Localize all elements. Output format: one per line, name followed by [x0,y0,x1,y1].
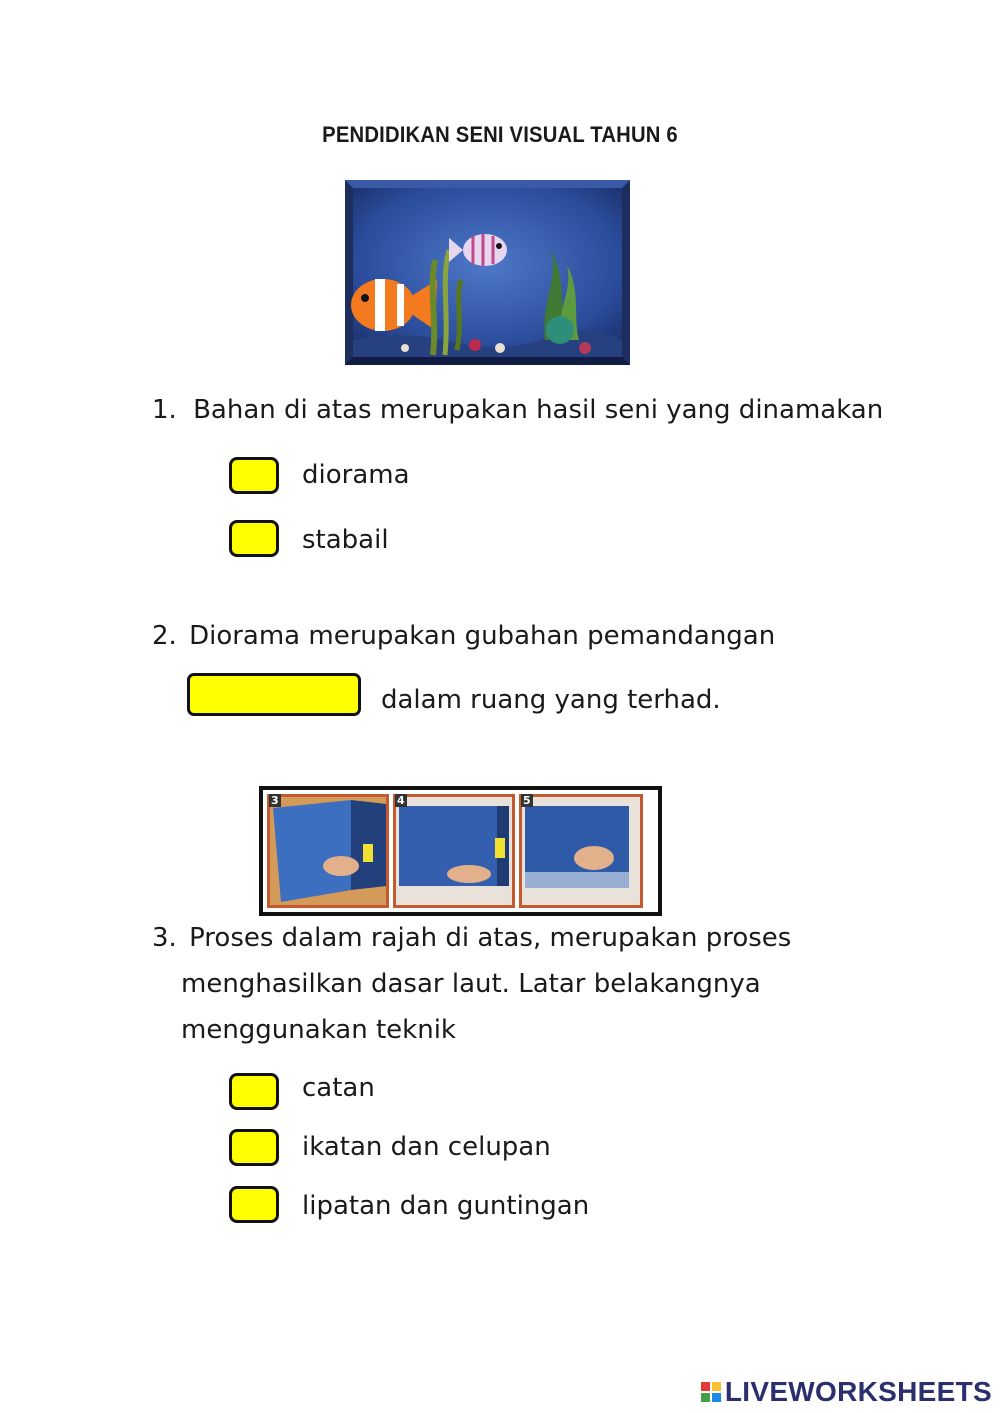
question-suffix-text: dalam ruang yang terhad. [381,685,721,715]
question-text-line: menggunakan teknik [181,1015,456,1045]
option-label: stabail [302,525,389,555]
liveworksheets-logo [701,1376,992,1408]
step-number: 5 [523,794,531,807]
process-images [259,786,662,916]
question-number: 1. [152,395,177,425]
logo-icon [701,1382,721,1402]
option-label: lipatan dan guntingan [302,1191,590,1221]
question-3 [152,915,791,1053]
option-checkbox-catan[interactable] [229,1073,279,1110]
question-text: Diorama merupakan gubahan pemandangan [189,621,776,651]
answer-blank-input[interactable] [187,673,361,716]
question-text-line: Proses dalam rajah di atas, merupakan proses [189,923,792,953]
brand-text: LIVEWORKSHEETS [724,1376,992,1407]
option-label: ikatan dan celupan [302,1132,551,1162]
question-number: 2. [152,621,177,651]
question-1 [152,387,883,433]
option-label: diorama [302,460,410,490]
option-checkbox-ikatan-dan-celupan[interactable] [229,1129,279,1166]
option-checkbox-lipatan-dan-guntingan[interactable] [229,1186,279,1223]
option-checkbox-stabail[interactable] [229,520,279,557]
step-number: 4 [397,794,405,807]
question-number: 3. [152,923,177,953]
option-label: catan [302,1073,375,1103]
question-text-line: menghasilkan dasar laut. Latar belakangnya [181,969,761,999]
diorama-image [345,180,630,365]
page-title: PENDIDIKAN SENI VISUAL TAHUN 6 [322,122,678,147]
option-checkbox-diorama[interactable] [229,457,279,494]
question-text: Bahan di atas merupakan hasil seni yang dinamakan [193,395,884,425]
step-number: 3 [271,794,279,807]
question-2 [152,613,775,659]
